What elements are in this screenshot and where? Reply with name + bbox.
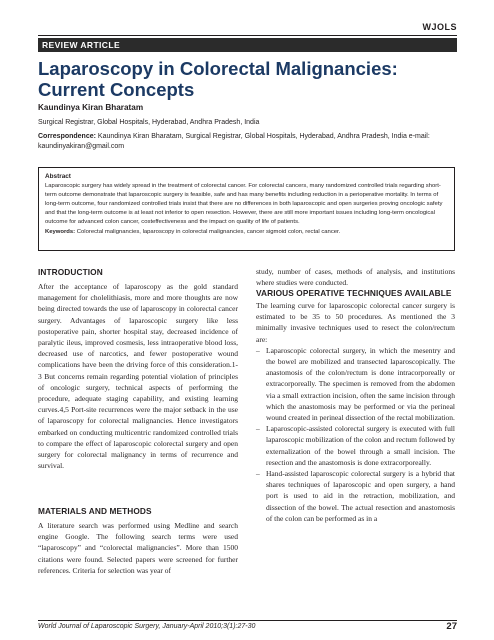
- keywords-text: Colorectal malignancies, laparoscopy in colorectal malignancies, cancer sigmoid colon, rectal cancer.: [75, 229, 341, 235]
- page-number: 27: [446, 621, 457, 632]
- list-item: [256, 468, 455, 524]
- dash-bullet-icon: –: [256, 424, 260, 434]
- materials-continued: [256, 266, 455, 288]
- article-title: Laparoscopy in Colorectal Malignancies: Current Concepts: [38, 58, 398, 100]
- journal-tag: WJOLS: [422, 22, 457, 32]
- techniques-list: [256, 345, 455, 524]
- footer-citation: World Journal of Laparoscopic Surgery, January-April 2010;3(1):27-30: [38, 623, 256, 630]
- correspondence: [38, 132, 458, 152]
- header-rule: [38, 35, 457, 36]
- correspondence-label: Correspondence:: [38, 133, 96, 140]
- introduction-paragraph: After the acceptance of laparoscopy as the gold standard management for cholelithiasis, more and more thoughts are now being directed towards the use of laparoscopy in colorectal cancer surgery. Advantages of laparoscopic surgery like less postoperative pain, shorter hospital stay, decreased incidence of paralytic ileus, improved cosmesis, less intraoperative blood loss, decreased use of narcotics, and fewer postoperative wound complications have been the driving force of this consideration.1-3 But concerns remain regarding potential violation of principles of oncologic surgery, technical aspects of performing the procedure, adequate staging capability, and existing learning curves.4,5 Port-site recurrences were the major setback in the use of laparoscopy for colorectal malignancies. Hence investigators embarked on conducting multicentric randomized controlled trials to compare the effect of laparoscopic colorectal surgery and open surgery for colorectal malignancy in terms of recurrence and survival.: [38, 282, 238, 471]
- techniques-heading: VARIOUS OPERATIVE TECHNIQUES AVAILABLE: [256, 288, 452, 298]
- keywords: [45, 228, 448, 237]
- list-item-text: Hand-assisted laparoscopic colorectal surgery is a hybrid that shares techniques of laparoscopic and open surgery, a hand port is used to aid in the retraction, mobilization, and dissection of the bowel. The actual resection and anastomosis of the colon can be performed as in a: [266, 469, 455, 523]
- list-item-text: Laparoscopic colorectal surgery, in which the mesentry and the bowel are mobilized and transected laparoscopically. The anastomosis of the colon/rectum is done intracorporeally or extracorporeally. The specimen is removed from the abdomen via a small extraction incision, often the same incision through which the anastomosis may be performed or via the perineal wound created in perineal dissection of the rectal mobilization.: [266, 345, 455, 423]
- techniques-intro: The learning curve for laparoscopic colorectal cancer surgery is estimated to be 35 to 50 procedures. As mentioned the 3 minimally invasive techniques used to resect the colon/rectum are:: [256, 301, 455, 344]
- abstract-box: [38, 167, 455, 251]
- article-type-banner: REVIEW ARTICLE: [38, 38, 457, 52]
- introduction-body: [38, 281, 238, 471]
- materials-paragraph: A literature search was performed using Medline and search engine Google. The following search terms were used “laparoscopy” and “colorectal malignancies”. More than 1500 citations were found. Selected papers were screened for further references. Criteria for selection was year of: [38, 521, 238, 575]
- list-item-text: Laparoscopic-assisted colorectal surgery is executed with full laparoscopic mobilization of the colon and rectum followed by externalization of the bowel through a small incision. The resection and the anastomosis is done extracorporeally.: [266, 424, 455, 467]
- list-item: [256, 345, 455, 423]
- keywords-label: Keywords:: [45, 229, 76, 235]
- techniques-body: [256, 300, 455, 524]
- materials-heading: MATERIALS AND METHODS: [38, 506, 152, 516]
- correspondence-text: Kaundinya Kiran Bharatam, Surgical Registrar, Global Hospitals, Hyderabad, Andhra Pradesh, India e-mail: kaundinyakiran@gmail.com: [38, 133, 430, 150]
- list-item: [256, 423, 455, 468]
- materials-body: [38, 520, 238, 576]
- abstract-heading: Abstract: [45, 173, 71, 180]
- dash-bullet-icon: –: [256, 345, 260, 355]
- introduction-heading: INTRODUCTION: [38, 267, 103, 277]
- author-affiliation: Surgical Registrar, Global Hospitals, Hyderabad, Andhra Pradesh, India: [38, 119, 260, 126]
- abstract-text: Laparoscopic surgery has widely spread in the treatment of colorectal cancer. For colorectal cancers, many randomized controlled trials regarding short-term outcome demonstrate that laparoscopic surgery is feasible, safe and has many benefits including reduction in a perioperative mortality. In terms of long-term outcome, four randomized controlled trials insist that there are no differences in both laparoscopic and open surgeries proving oncologic safety and that the long-term outcome is at least not inferior to open resection. However, there are still more important issues including long-term oncological outcome for advanced colon cancer, costeffectiveness and the impact on quality of life of patients.: [45, 183, 443, 225]
- author-name: Kaundinya Kiran Bharatam: [38, 103, 144, 112]
- dash-bullet-icon: –: [256, 469, 260, 479]
- materials-continued-paragraph: study, number of cases, methods of analysis, and institutions where studies were conducted.: [256, 267, 455, 288]
- footer-rule: [38, 620, 457, 621]
